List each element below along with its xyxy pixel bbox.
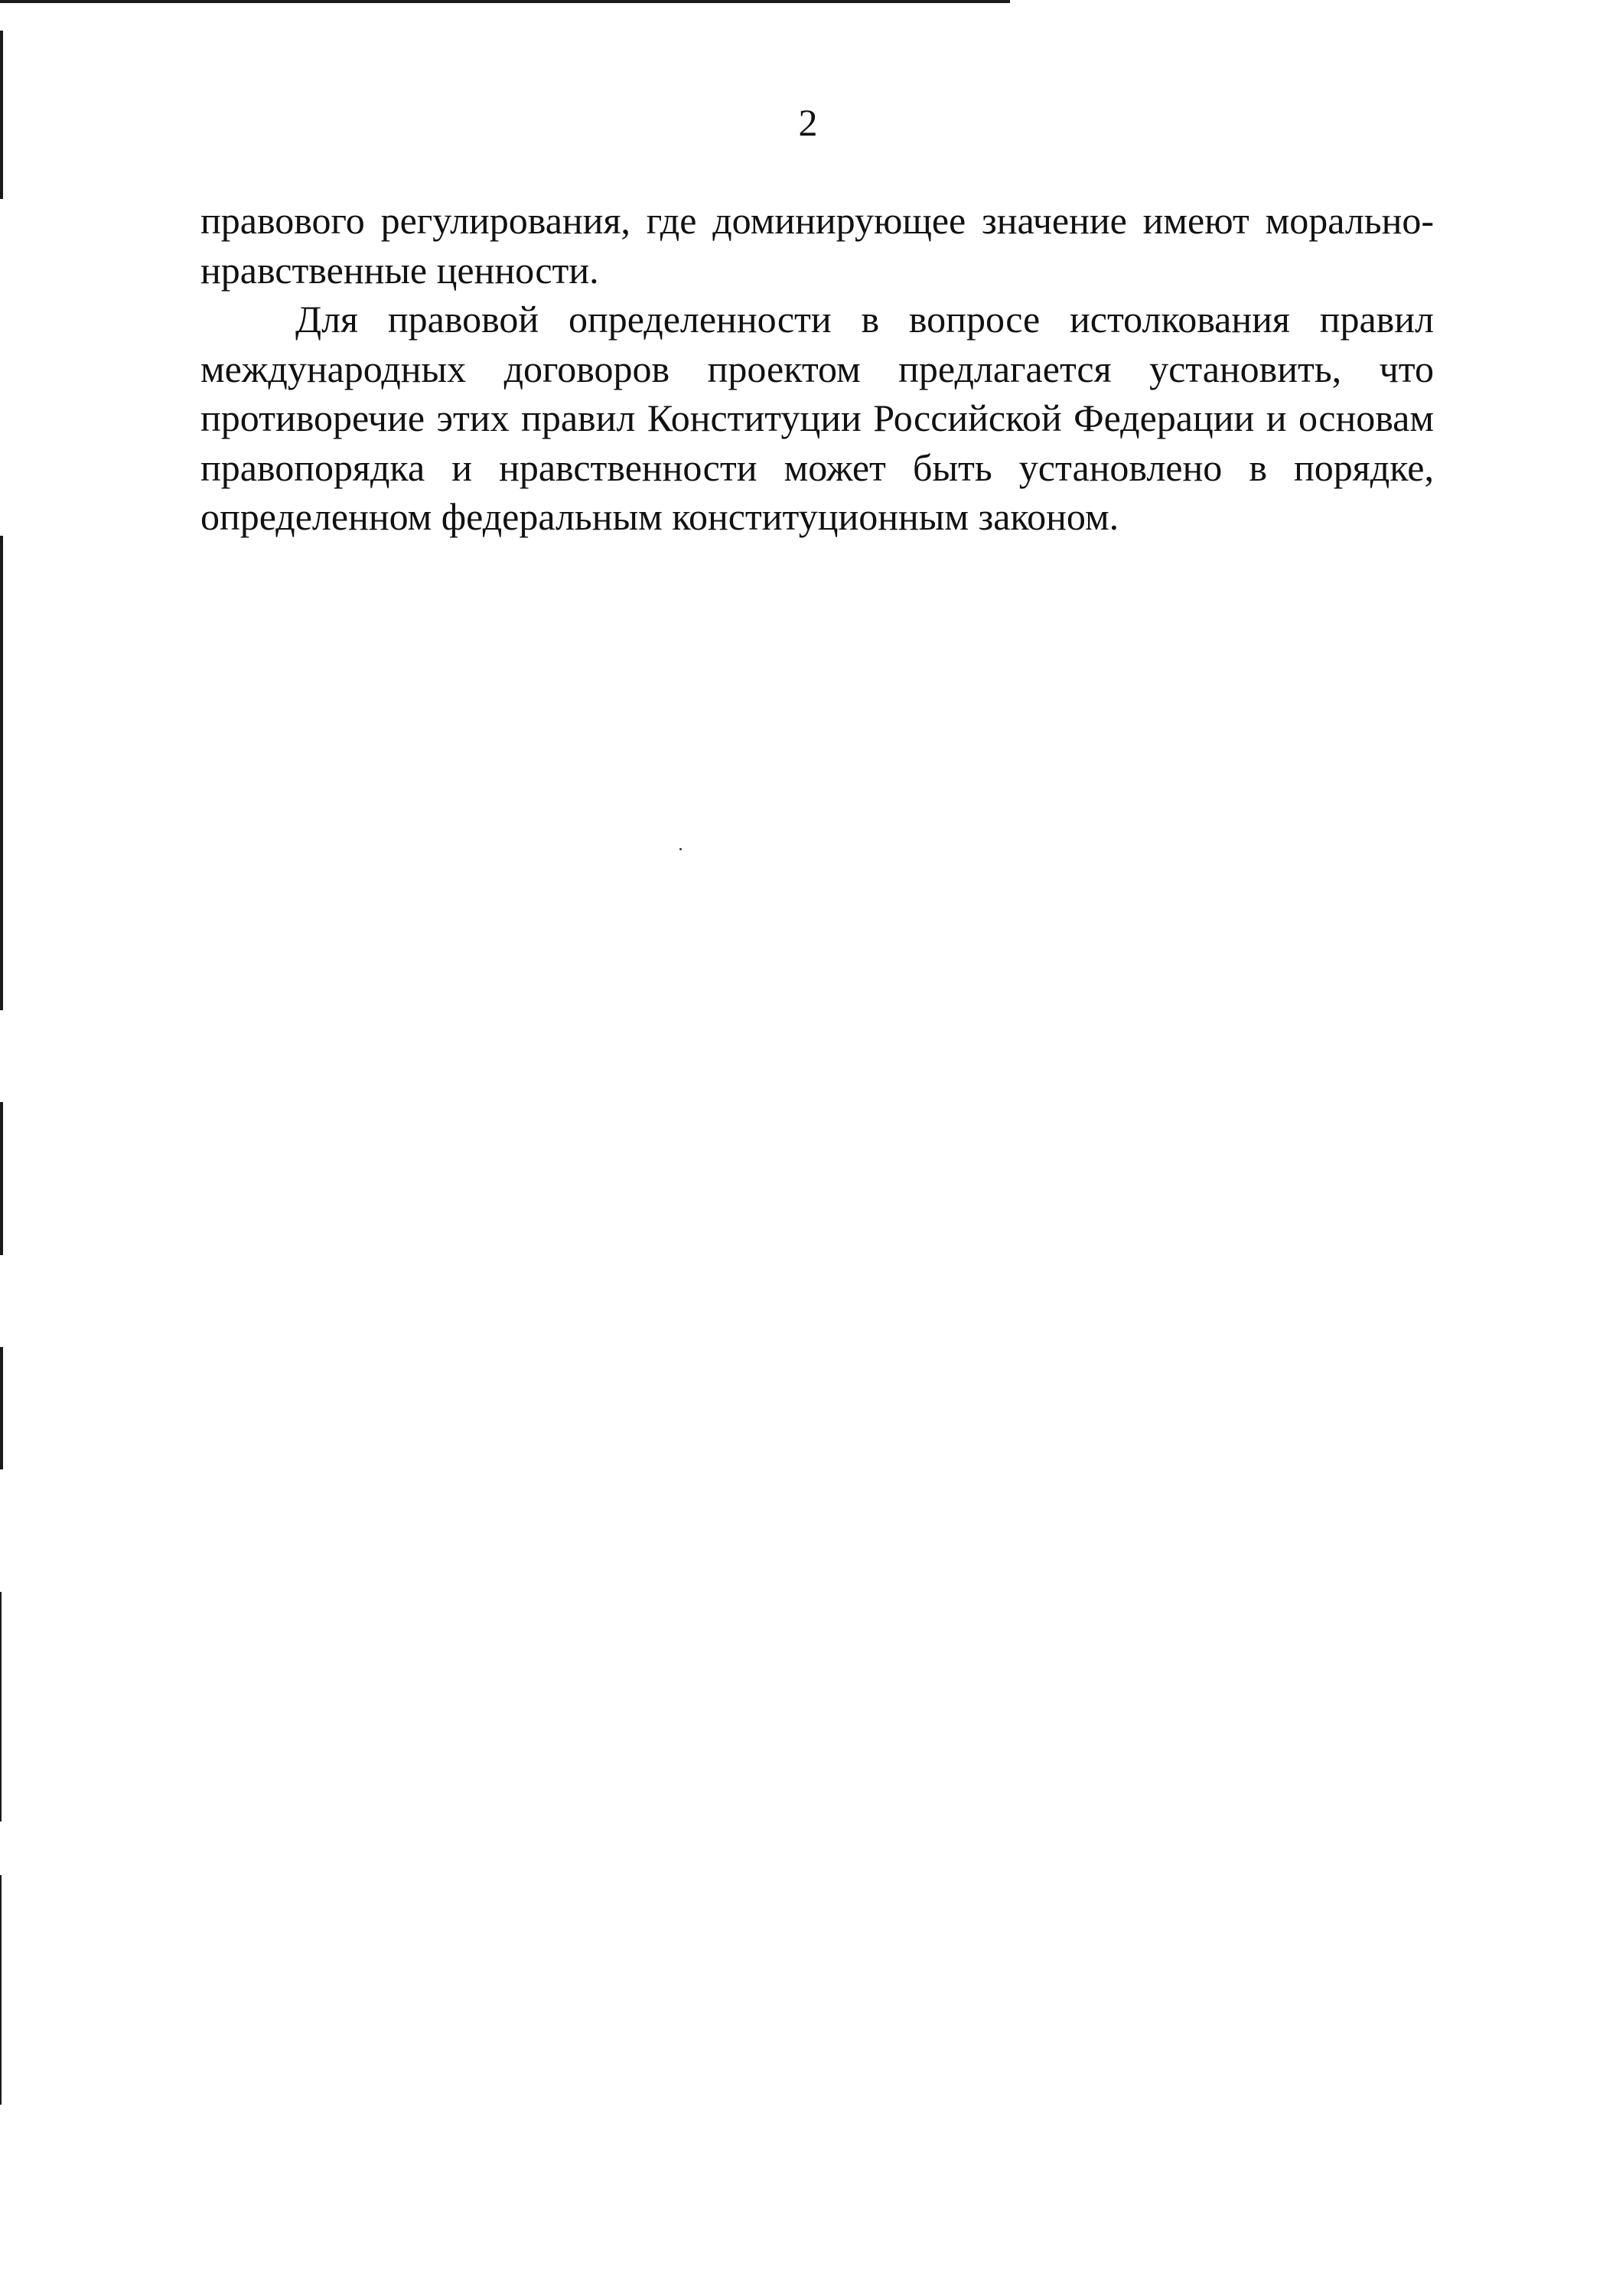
scan-border-left: [0, 1592, 2, 1821]
scan-border-left: [0, 1875, 2, 2105]
scan-border-left: [0, 1347, 3, 1469]
document-body: [200, 196, 1434, 542]
paragraph: Для правовой определенности в вопросе истолкования правил международных договоров проектом предлагается установить, что противоречие этих правил Конституции Российской Федерации и основам правопорядка и нравственности может быть установлено в порядке, определенном федеральным конституционным законом.: [200, 298, 1434, 538]
scan-border-top: [0, 0, 1010, 3]
scan-speck: [679, 848, 682, 850]
scan-border-left: [0, 1102, 3, 1255]
scan-border-left: [0, 536, 3, 1010]
page-number: 2: [798, 101, 818, 144]
paragraph-continuation: правового регулирования, где доминирующее значение имеют морально-нравственные ценности.: [200, 199, 1434, 292]
